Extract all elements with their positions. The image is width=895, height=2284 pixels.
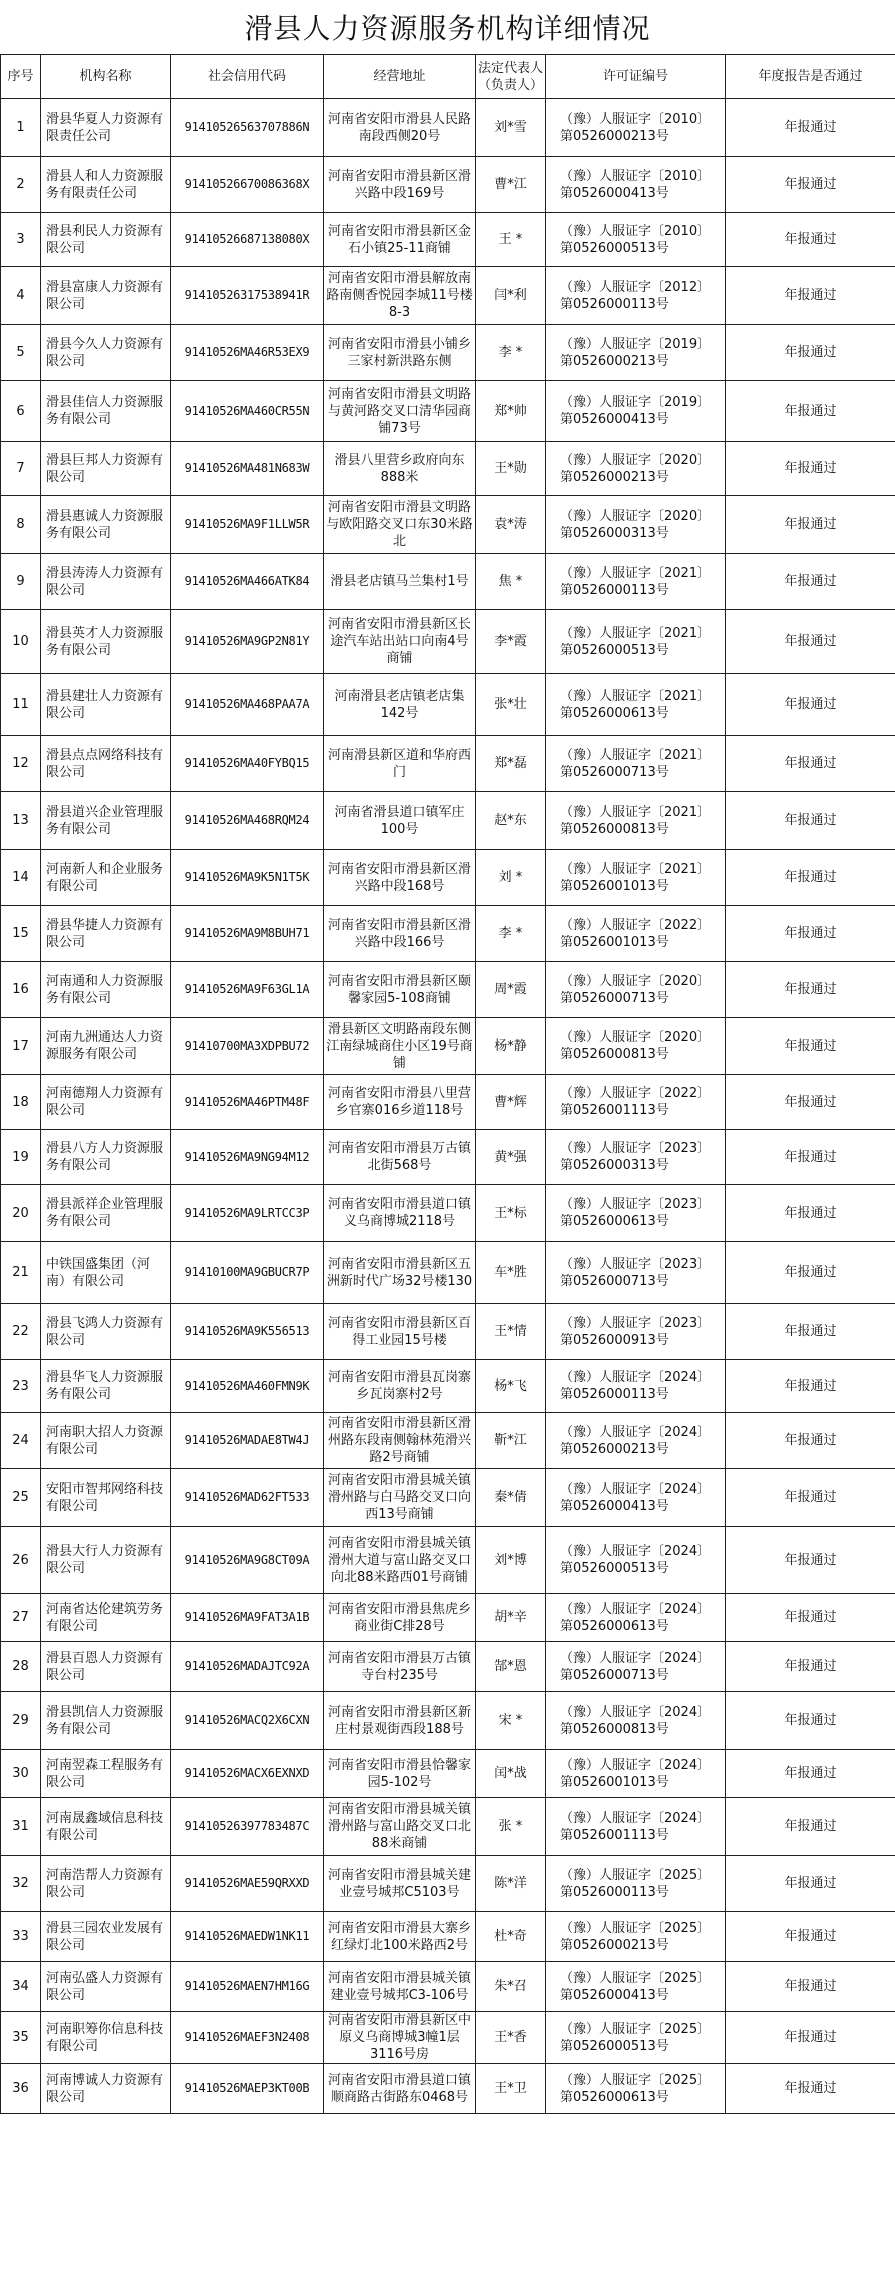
table-row (1, 850, 895, 906)
cell-annual-report: 年报通过 (726, 1912, 895, 1962)
cell-legal-rep: 王*情 (476, 1304, 546, 1360)
cell-license: （豫）人服证字〔2025〕第0526000613号 (546, 2064, 726, 2114)
table-row (1, 2064, 895, 2114)
cell-credit-code: 91410526MAEDW1NK11 (171, 1912, 324, 1962)
cell-legal-rep: 王*卫 (476, 2064, 546, 2114)
col-header-annual-report: 年度报告是否通过 (726, 55, 895, 99)
cell-address: 河南省安阳市滑县道口镇顺商路古街路东0468号 (324, 2064, 476, 2114)
cell-legal-rep: 王*标 (476, 1185, 546, 1242)
cell-address: 河南省安阳市滑县新区滑兴路中段169号 (324, 157, 476, 213)
cell-annual-report: 年报通过 (726, 736, 895, 792)
cell-address: 河南省安阳市滑县新区滑兴路中段166号 (324, 906, 476, 962)
cell-legal-rep: 刘 * (476, 850, 546, 906)
table-row (1, 496, 895, 554)
cell-address: 河南省安阳市滑县人民路南段西侧20号 (324, 99, 476, 157)
cell-license: （豫）人服证字〔2025〕第0526000413号 (546, 1962, 726, 2012)
col-header-no: 序号 (1, 55, 41, 99)
cell-no: 4 (1, 267, 41, 325)
cell-annual-report: 年报通过 (726, 850, 895, 906)
cell-no: 17 (1, 1018, 41, 1075)
cell-address: 河南省安阳市滑县恰馨家园5-102号 (324, 1750, 476, 1798)
cell-no: 11 (1, 674, 41, 736)
cell-legal-rep: 王*勋 (476, 442, 546, 496)
cell-annual-report: 年报通过 (726, 325, 895, 381)
cell-license: （豫）人服证字〔2024〕第0526000713号 (546, 1642, 726, 1692)
cell-annual-report: 年报通过 (726, 1018, 895, 1075)
cell-credit-code: 91410526MA9FAT3A1B (171, 1594, 324, 1642)
cell-license: （豫）人服证字〔2010〕第0526000513号 (546, 213, 726, 267)
cell-license: （豫）人服证字〔2024〕第0526000213号 (546, 1413, 726, 1469)
cell-legal-rep: 车*胜 (476, 1242, 546, 1304)
cell-address: 河南省安阳市滑县焦虎乡商业街C排28号 (324, 1594, 476, 1642)
cell-name: 滑县英才人力资源服务有限公司 (41, 610, 171, 674)
cell-license: （豫）人服证字〔2022〕第0526001013号 (546, 906, 726, 962)
cell-no: 16 (1, 962, 41, 1018)
cell-legal-rep: 黄*强 (476, 1130, 546, 1185)
cell-name: 河南晟鑫域信息科技有限公司 (41, 1798, 171, 1856)
table-row (1, 1413, 895, 1469)
table-row (1, 157, 895, 213)
cell-annual-report: 年报通过 (726, 2064, 895, 2114)
cell-annual-report: 年报通过 (726, 1185, 895, 1242)
cell-license: （豫）人服证字〔2024〕第0526001013号 (546, 1750, 726, 1798)
cell-no: 5 (1, 325, 41, 381)
cell-credit-code: 91410526MA9NG94M12 (171, 1130, 324, 1185)
cell-legal-rep: 闰*战 (476, 1750, 546, 1798)
cell-no: 18 (1, 1075, 41, 1130)
cell-license: （豫）人服证字〔2020〕第0526000313号 (546, 496, 726, 554)
cell-legal-rep: 陈*洋 (476, 1856, 546, 1912)
cell-address: 河南省安阳市滑县万古镇寺台村235号 (324, 1642, 476, 1692)
cell-credit-code: 91410526317538941R (171, 267, 324, 325)
cell-license: （豫）人服证字〔2024〕第0526000613号 (546, 1594, 726, 1642)
cell-address: 河南省安阳市滑县文明路与黄河路交叉口清华园商铺73号 (324, 381, 476, 442)
cell-no: 36 (1, 2064, 41, 2114)
table-row (1, 736, 895, 792)
cell-name: 滑县巨邦人力资源有限公司 (41, 442, 171, 496)
cell-credit-code: 91410526MADAJTC92A (171, 1642, 324, 1692)
cell-address: 河南滑县老店镇老店集142号 (324, 674, 476, 736)
table-row (1, 674, 895, 736)
cell-address: 河南省滑县道口镇军庄100号 (324, 792, 476, 850)
cell-license: （豫）人服证字〔2021〕第0526000113号 (546, 554, 726, 610)
cell-credit-code: 91410100MA9GBUCR7P (171, 1242, 324, 1304)
cell-legal-rep: 杨*静 (476, 1018, 546, 1075)
table-row (1, 1360, 895, 1413)
cell-legal-rep: 李*霞 (476, 610, 546, 674)
cell-legal-rep: 杨*飞 (476, 1360, 546, 1413)
cell-credit-code: 91410526687138080X (171, 213, 324, 267)
cell-no: 27 (1, 1594, 41, 1642)
table-row (1, 1750, 895, 1798)
cell-credit-code: 91410526MAEN7HM16G (171, 1962, 324, 2012)
table-row (1, 2012, 895, 2064)
cell-annual-report: 年报通过 (726, 267, 895, 325)
cell-annual-report: 年报通过 (726, 1798, 895, 1856)
cell-credit-code: 91410526MA9GP2N81Y (171, 610, 324, 674)
cell-name: 滑县涛涛人力资源有限公司 (41, 554, 171, 610)
cell-address: 河南省安阳市滑县城关镇滑州路与白马路交叉口向西13号商铺 (324, 1469, 476, 1527)
table-row (1, 610, 895, 674)
cell-address: 滑县八里营乡政府向东888米 (324, 442, 476, 496)
cell-credit-code: 91410526MA460CR55N (171, 381, 324, 442)
cell-legal-rep: 周*霞 (476, 962, 546, 1018)
table-row (1, 1856, 895, 1912)
cell-license: （豫）人服证字〔2010〕第0526000413号 (546, 157, 726, 213)
cell-no: 10 (1, 610, 41, 674)
cell-annual-report: 年报通过 (726, 381, 895, 442)
cell-annual-report: 年报通过 (726, 1692, 895, 1750)
cell-address: 河南滑县新区道和华府西门 (324, 736, 476, 792)
cell-credit-code: 91410526MA9F1LLW5R (171, 496, 324, 554)
cell-name: 河南德翔人力资源有限公司 (41, 1075, 171, 1130)
cell-address: 河南省安阳市滑县文明路与欧阳路交叉口东30米路北 (324, 496, 476, 554)
cell-credit-code: 91410526MACX6EXNXD (171, 1750, 324, 1798)
cell-address: 河南省安阳市滑县大寨乡红绿灯北100米路西2号 (324, 1912, 476, 1962)
cell-annual-report: 年报通过 (726, 1304, 895, 1360)
cell-credit-code: 91410526MA9K556513 (171, 1304, 324, 1360)
cell-no: 22 (1, 1304, 41, 1360)
cell-name: 中铁国盛集团（河南）有限公司 (41, 1242, 171, 1304)
cell-address: 滑县老店镇马兰集村1号 (324, 554, 476, 610)
table-row (1, 1527, 895, 1594)
cell-legal-rep: 郑*磊 (476, 736, 546, 792)
table-row (1, 1304, 895, 1360)
cell-no: 29 (1, 1692, 41, 1750)
cell-legal-rep: 郑*帅 (476, 381, 546, 442)
cell-legal-rep: 宋 * (476, 1692, 546, 1750)
cell-name: 滑县富康人力资源有限公司 (41, 267, 171, 325)
cell-license: （豫）人服证字〔2024〕第0526000513号 (546, 1527, 726, 1594)
cell-name: 滑县今久人力资源有限公司 (41, 325, 171, 381)
cell-name: 河南职筹你信息科技有限公司 (41, 2012, 171, 2064)
cell-legal-rep: 李 * (476, 906, 546, 962)
cell-address: 河南省安阳市滑县新区滑兴路中段168号 (324, 850, 476, 906)
cell-credit-code: 91410526MA9M8BUH71 (171, 906, 324, 962)
cell-legal-rep: 刘*雪 (476, 99, 546, 157)
cell-name: 河南九洲通达人力资源服务有限公司 (41, 1018, 171, 1075)
cell-license: （豫）人服证字〔2021〕第0526000813号 (546, 792, 726, 850)
cell-license: （豫）人服证字〔2023〕第0526000613号 (546, 1185, 726, 1242)
cell-legal-rep: 杜*奇 (476, 1912, 546, 1962)
cell-no: 20 (1, 1185, 41, 1242)
cell-name: 滑县派祥企业管理服务有限公司 (41, 1185, 171, 1242)
cell-credit-code: 91410526MAEP3KT00B (171, 2064, 324, 2114)
cell-annual-report: 年报通过 (726, 1469, 895, 1527)
cell-annual-report: 年报通过 (726, 442, 895, 496)
cell-annual-report: 年报通过 (726, 610, 895, 674)
cell-license: （豫）人服证字〔2010〕第0526000213号 (546, 99, 726, 157)
cell-legal-rep: 郜*恩 (476, 1642, 546, 1692)
cell-address: 河南省安阳市滑县新区百得工业园15号楼 (324, 1304, 476, 1360)
cell-address: 河南省安阳市滑县新区滑州路东段南侧翰林苑滑兴路2号商铺 (324, 1413, 476, 1469)
cell-annual-report: 年报通过 (726, 1242, 895, 1304)
cell-license: （豫）人服证字〔2021〕第0526000713号 (546, 736, 726, 792)
cell-annual-report: 年报通过 (726, 792, 895, 850)
agency-table (0, 54, 895, 2114)
cell-name: 滑县飞鸿人力资源有限公司 (41, 1304, 171, 1360)
cell-name: 滑县人和人力资源服务有限责任公司 (41, 157, 171, 213)
cell-address: 河南省安阳市滑县解放南路南侧香悦园李城11号楼8-3 (324, 267, 476, 325)
cell-name: 滑县佳信人力资源服务有限公司 (41, 381, 171, 442)
cell-name: 滑县建壮人力资源有限公司 (41, 674, 171, 736)
cell-address: 河南省安阳市滑县道口镇义乌商博城2118号 (324, 1185, 476, 1242)
cell-name: 滑县八方人力资源服务有限公司 (41, 1130, 171, 1185)
cell-credit-code: 91410526670086368X (171, 157, 324, 213)
cell-name: 滑县道兴企业管理服务有限公司 (41, 792, 171, 850)
table-row (1, 1594, 895, 1642)
cell-no: 8 (1, 496, 41, 554)
table-row (1, 1798, 895, 1856)
cell-address: 河南省安阳市滑县城关建业壹号城邦C5103号 (324, 1856, 476, 1912)
table-row (1, 325, 895, 381)
table-row (1, 1912, 895, 1962)
cell-no: 26 (1, 1527, 41, 1594)
cell-no: 33 (1, 1912, 41, 1962)
cell-credit-code: 91410526MA460FMN9K (171, 1360, 324, 1413)
col-header-license: 许可证编号 (546, 55, 726, 99)
cell-annual-report: 年报通过 (726, 1075, 895, 1130)
table-row (1, 1692, 895, 1750)
table-row (1, 442, 895, 496)
cell-annual-report: 年报通过 (726, 1962, 895, 2012)
cell-no: 13 (1, 792, 41, 850)
cell-no: 3 (1, 213, 41, 267)
cell-annual-report: 年报通过 (726, 1413, 895, 1469)
cell-address: 河南省安阳市滑县城关镇滑州大道与富山路交叉口向北88米路西01号商铺 (324, 1527, 476, 1594)
cell-annual-report: 年报通过 (726, 1130, 895, 1185)
cell-address: 河南省安阳市滑县小铺乡三家村新洪路东侧 (324, 325, 476, 381)
cell-annual-report: 年报通过 (726, 1750, 895, 1798)
table-row (1, 1130, 895, 1185)
cell-license: （豫）人服证字〔2024〕第0526000813号 (546, 1692, 726, 1750)
cell-annual-report: 年报通过 (726, 674, 895, 736)
cell-name: 河南职大招人力资源有限公司 (41, 1413, 171, 1469)
cell-address: 河南省安阳市滑县城关镇建业壹号城邦C3-106号 (324, 1962, 476, 2012)
cell-address: 滑县新区文明路南段东侧江南绿城商住小区19号商铺 (324, 1018, 476, 1075)
cell-credit-code: 91410526397783487C (171, 1798, 324, 1856)
cell-no: 30 (1, 1750, 41, 1798)
cell-annual-report: 年报通过 (726, 1642, 895, 1692)
cell-credit-code: 91410526MA468RQM24 (171, 792, 324, 850)
cell-annual-report: 年报通过 (726, 906, 895, 962)
cell-license: （豫）人服证字〔2020〕第0526000713号 (546, 962, 726, 1018)
cell-name: 滑县三园农业发展有限公司 (41, 1912, 171, 1962)
cell-credit-code: 91410526MA466ATK84 (171, 554, 324, 610)
cell-annual-report: 年报通过 (726, 157, 895, 213)
cell-credit-code: 91410526MA9G8CT09A (171, 1527, 324, 1594)
cell-address: 河南省安阳市滑县城关镇滑州路与富山路交叉口北88米商铺 (324, 1798, 476, 1856)
cell-license: （豫）人服证字〔2019〕第0526000213号 (546, 325, 726, 381)
cell-credit-code: 91410526MA481N683W (171, 442, 324, 496)
cell-name: 河南翌森工程服务有限公司 (41, 1750, 171, 1798)
cell-annual-report: 年报通过 (726, 1856, 895, 1912)
cell-legal-rep: 朱*召 (476, 1962, 546, 2012)
cell-legal-rep: 曹*辉 (476, 1075, 546, 1130)
cell-credit-code: 91410526MADAE8TW4J (171, 1413, 324, 1469)
cell-credit-code: 91410526MA9K5N1T5K (171, 850, 324, 906)
table-row (1, 1962, 895, 2012)
cell-name: 滑县华飞人力资源服务有限公司 (41, 1360, 171, 1413)
table-row (1, 99, 895, 157)
page-title: 滑县人力资源服务机构详细情况 (244, 12, 651, 45)
table-row (1, 1642, 895, 1692)
cell-no: 25 (1, 1469, 41, 1527)
cell-legal-rep: 闫*利 (476, 267, 546, 325)
cell-credit-code: 91410526MA468PAA7A (171, 674, 324, 736)
table-row (1, 213, 895, 267)
cell-name: 滑县华捷人力资源有限公司 (41, 906, 171, 962)
cell-annual-report: 年报通过 (726, 1594, 895, 1642)
col-header-credit-code: 社会信用代码 (171, 55, 324, 99)
cell-name: 滑县华夏人力资源有限责任公司 (41, 99, 171, 157)
cell-credit-code: 91410526MA9LRTCC3P (171, 1185, 324, 1242)
cell-legal-rep: 秦*倩 (476, 1469, 546, 1527)
cell-address: 河南省安阳市滑县新区颐馨家园5-108商铺 (324, 962, 476, 1018)
cell-legal-rep: 焦 * (476, 554, 546, 610)
cell-no: 12 (1, 736, 41, 792)
cell-annual-report: 年报通过 (726, 496, 895, 554)
cell-license: （豫）人服证字〔2022〕第0526001113号 (546, 1075, 726, 1130)
cell-name: 滑县百恩人力资源有限公司 (41, 1642, 171, 1692)
cell-no: 6 (1, 381, 41, 442)
cell-license: （豫）人服证字〔2020〕第0526000213号 (546, 442, 726, 496)
cell-no: 34 (1, 1962, 41, 2012)
cell-credit-code: 91410526MAD62FT533 (171, 1469, 324, 1527)
cell-name: 滑县惠诚人力资源服务有限公司 (41, 496, 171, 554)
cell-name: 河南浩帮人力资源有限公司 (41, 1856, 171, 1912)
cell-license: （豫）人服证字〔2021〕第0526000513号 (546, 610, 726, 674)
cell-license: （豫）人服证字〔2012〕第0526000113号 (546, 267, 726, 325)
cell-no: 9 (1, 554, 41, 610)
cell-no: 23 (1, 1360, 41, 1413)
cell-legal-rep: 赵*东 (476, 792, 546, 850)
cell-no: 35 (1, 2012, 41, 2064)
col-header-legal-rep: 法定代表人（负责人） (476, 55, 546, 99)
cell-no: 1 (1, 99, 41, 157)
cell-legal-rep: 靳*江 (476, 1413, 546, 1469)
cell-name: 滑县点点网络科技有限公司 (41, 736, 171, 792)
table-row (1, 554, 895, 610)
cell-credit-code: 91410526563707886N (171, 99, 324, 157)
cell-credit-code: 91410526MACQ2X6CXN (171, 1692, 324, 1750)
cell-no: 19 (1, 1130, 41, 1185)
cell-no: 21 (1, 1242, 41, 1304)
cell-credit-code: 91410526MA46R53EX9 (171, 325, 324, 381)
cell-name: 河南弘盛人力资源有限公司 (41, 1962, 171, 2012)
cell-license: （豫）人服证字〔2023〕第0526000313号 (546, 1130, 726, 1185)
cell-license: （豫）人服证字〔2023〕第0526000913号 (546, 1304, 726, 1360)
cell-license: （豫）人服证字〔2025〕第0526000213号 (546, 1912, 726, 1962)
cell-license: （豫）人服证字〔2025〕第0526000513号 (546, 2012, 726, 2064)
cell-annual-report: 年报通过 (726, 1360, 895, 1413)
cell-legal-rep: 曹*江 (476, 157, 546, 213)
cell-name: 河南新人和企业服务有限公司 (41, 850, 171, 906)
cell-no: 24 (1, 1413, 41, 1469)
table-row (1, 1469, 895, 1527)
table-header-row (1, 55, 895, 99)
cell-credit-code: 91410526MA9F63GL1A (171, 962, 324, 1018)
col-header-name: 机构名称 (41, 55, 171, 99)
cell-credit-code: 91410526MA40FYBQ15 (171, 736, 324, 792)
cell-address: 河南省安阳市滑县新区金石小镇25-11商铺 (324, 213, 476, 267)
table-row (1, 1075, 895, 1130)
cell-name: 安阳市智邦网络科技有限公司 (41, 1469, 171, 1527)
cell-name: 滑县大行人力资源有限公司 (41, 1527, 171, 1594)
cell-no: 32 (1, 1856, 41, 1912)
cell-license: （豫）人服证字〔2024〕第0526000113号 (546, 1360, 726, 1413)
table-row (1, 1018, 895, 1075)
cell-legal-rep: 刘*博 (476, 1527, 546, 1594)
cell-license: （豫）人服证字〔2021〕第0526000613号 (546, 674, 726, 736)
cell-license: （豫）人服证字〔2023〕第0526000713号 (546, 1242, 726, 1304)
table-row (1, 381, 895, 442)
cell-no: 31 (1, 1798, 41, 1856)
cell-license: （豫）人服证字〔2019〕第0526000413号 (546, 381, 726, 442)
cell-legal-rep: 李 * (476, 325, 546, 381)
cell-name: 滑县凯信人力资源服务有限公司 (41, 1692, 171, 1750)
cell-no: 7 (1, 442, 41, 496)
cell-annual-report: 年报通过 (726, 213, 895, 267)
cell-name: 河南通和人力资源服务有限公司 (41, 962, 171, 1018)
cell-address: 河南省安阳市滑县新区新庄村景观街西段188号 (324, 1692, 476, 1750)
cell-annual-report: 年报通过 (726, 962, 895, 1018)
table-row (1, 1185, 895, 1242)
cell-legal-rep: 张*壮 (476, 674, 546, 736)
table-row (1, 792, 895, 850)
cell-license: （豫）人服证字〔2020〕第0526000813号 (546, 1018, 726, 1075)
table-row (1, 962, 895, 1018)
cell-legal-rep: 袁*涛 (476, 496, 546, 554)
cell-credit-code: 91410526MA46PTM48F (171, 1075, 324, 1130)
cell-address: 河南省安阳市滑县新区长途汽车站出站口向南4号商铺 (324, 610, 476, 674)
cell-no: 28 (1, 1642, 41, 1692)
cell-legal-rep: 胡*辛 (476, 1594, 546, 1642)
cell-credit-code: 91410700MA3XDPBU72 (171, 1018, 324, 1075)
cell-legal-rep: 王 * (476, 213, 546, 267)
cell-credit-code: 91410526MAE59QRXXD (171, 1856, 324, 1912)
cell-credit-code: 91410526MAEF3N2408 (171, 2012, 324, 2064)
cell-license: （豫）人服证字〔2021〕第0526001013号 (546, 850, 726, 906)
cell-address: 河南省安阳市滑县瓦岗寨乡瓦岗寨村2号 (324, 1360, 476, 1413)
table-row (1, 1242, 895, 1304)
cell-address: 河南省安阳市滑县新区中原义乌商博城3幢1层3116号房 (324, 2012, 476, 2064)
table-row (1, 267, 895, 325)
cell-annual-report: 年报通过 (726, 1527, 895, 1594)
cell-no: 2 (1, 157, 41, 213)
cell-address: 河南省安阳市滑县八里营乡官寨016乡道118号 (324, 1075, 476, 1130)
cell-name: 河南博诚人力资源有限公司 (41, 2064, 171, 2114)
cell-name: 滑县利民人力资源有限公司 (41, 213, 171, 267)
cell-address: 河南省安阳市滑县新区五洲新时代广场32号楼130 (324, 1242, 476, 1304)
cell-annual-report: 年报通过 (726, 2012, 895, 2064)
table-row (1, 906, 895, 962)
cell-license: （豫）人服证字〔2025〕第0526000113号 (546, 1856, 726, 1912)
cell-no: 15 (1, 906, 41, 962)
cell-license: （豫）人服证字〔2024〕第0526001113号 (546, 1798, 726, 1856)
col-header-address: 经营地址 (324, 55, 476, 99)
cell-address: 河南省安阳市滑县万古镇北街568号 (324, 1130, 476, 1185)
cell-no: 14 (1, 850, 41, 906)
cell-annual-report: 年报通过 (726, 99, 895, 157)
cell-legal-rep: 王*香 (476, 2012, 546, 2064)
cell-legal-rep: 张 * (476, 1798, 546, 1856)
cell-annual-report: 年报通过 (726, 554, 895, 610)
cell-name: 河南省达伦建筑劳务有限公司 (41, 1594, 171, 1642)
cell-license: （豫）人服证字〔2024〕第0526000413号 (546, 1469, 726, 1527)
